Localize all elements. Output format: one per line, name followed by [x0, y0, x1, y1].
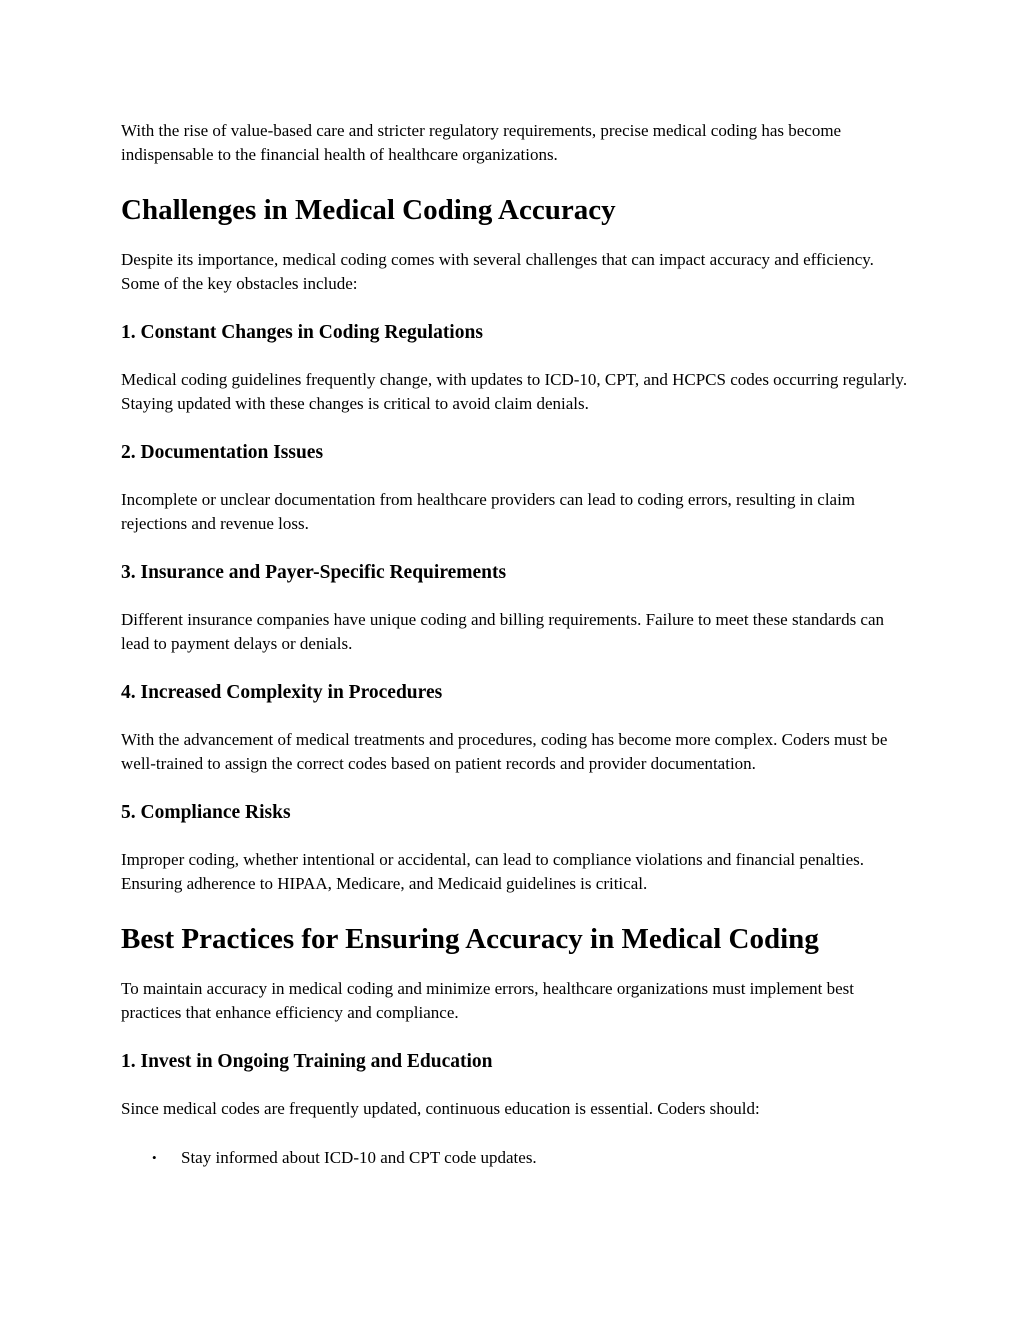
list-item-text: Stay informed about ICD-10 and CPT code updates. [181, 1147, 537, 1167]
challenges-section [121, 192, 911, 895]
challenge-2-heading: 2. Documentation Issues [121, 442, 324, 463]
challenge-4-heading: 4. Increased Complexity in Procedures [121, 682, 443, 703]
challenge-3-body: Different insurance companies have unique coding and billing requirements. Failure to meet these standards can lead to payment delays or denials. [121, 610, 885, 653]
best-practices-heading: Best Practices for Ensuring Accuracy in Medical Coding [121, 923, 819, 955]
document-page [121, 119, 911, 1169]
challenge-5-heading: 5. Compliance Risks [121, 802, 291, 823]
challenge-3-heading: 3. Insurance and Payer-Specific Requirements [121, 562, 507, 583]
practice-1-heading: 1. Invest in Ongoing Training and Education [121, 1051, 493, 1072]
practice-1-bullet-list [121, 1146, 911, 1170]
challenge-1-heading: 1. Constant Changes in Coding Regulations [121, 322, 483, 343]
challenges-heading: Challenges in Medical Coding Accuracy [121, 194, 616, 226]
practice-1-body: Since medical codes are frequently updated, continuous education is essential. Coders should: [121, 1099, 760, 1118]
intro-paragraph: With the rise of value-based care and stricter regulatory requirements, precise medical coding has become indispensable to the financial health of healthcare organizations. [121, 121, 842, 164]
best-practices-lead-paragraph: To maintain accuracy in medical coding and minimize errors, healthcare organizations must implement best practices that enhance efficiency and compliance. [121, 979, 855, 1022]
challenges-lead-paragraph: Despite its importance, medical coding comes with several challenges that can impact accuracy and efficiency. Some of the key obstacles include: [121, 250, 874, 293]
challenge-5-body: Improper coding, whether intentional or accidental, can lead to compliance violations and financial penalties. Ensuring adherence to HIPAA, Medicare, and Medicaid guidelines is critical. [121, 850, 865, 893]
best-practices-section [121, 921, 911, 1169]
list-item [121, 1146, 911, 1170]
challenge-2-body: Incomplete or unclear documentation from healthcare providers can lead to coding errors, resulting in claim rejections and revenue loss. [121, 490, 856, 533]
challenge-4-body: With the advancement of medical treatments and procedures, coding has become more complex. Coders must be well-trained to assign the correct codes based on patient records and provider documentation. [121, 730, 888, 773]
challenge-1-body: Medical coding guidelines frequently change, with updates to ICD-10, CPT, and HCPCS codes occurring regularly. Staying updated with these changes is critical to avoid claim denials. [121, 370, 908, 413]
bullet-icon: • [152, 1149, 157, 1165]
